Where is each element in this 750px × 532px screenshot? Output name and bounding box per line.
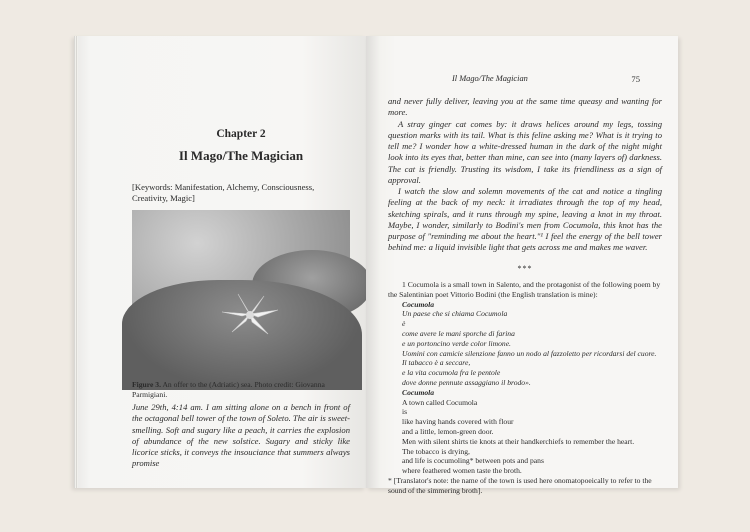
- poem-line: is: [402, 407, 408, 417]
- poem-title-english: Cocumola: [402, 387, 435, 397]
- body-text: [388, 96, 662, 254]
- poem-line: The tobacco is drying,: [402, 446, 470, 456]
- open-book: [74, 36, 678, 495]
- poem-line: è: [402, 319, 406, 329]
- footnote-intro: 1 Cocumola is a small town in Salento, and the protagonist of the following poem by the Salentinian poet Vittorio Bodini (the English translation is mine):: [388, 280, 661, 299]
- paper-flower-image: [220, 292, 280, 338]
- poem-line: e la vita cocumola fra le pentole: [402, 368, 501, 378]
- poem-line: dove donne pennute assaggiano il brodo».: [402, 377, 531, 387]
- section-separator: ***: [517, 264, 533, 273]
- page-edges: [74, 36, 78, 488]
- page-number: 75: [631, 74, 640, 84]
- right-page: [366, 36, 678, 495]
- poem-title-italian: Cocumola: [402, 299, 435, 309]
- poem-line: Il tabacco è a seccare,: [402, 358, 471, 368]
- figure-photo: [132, 210, 350, 376]
- paragraph: and never fully deliver, leaving you at the same time queasy and wanting for more.: [388, 96, 662, 118]
- poem-line: where feathered women taste the broth.: [402, 466, 522, 476]
- caption-label: Figure 3.: [132, 380, 161, 389]
- poem-line: A town called Cocumola: [402, 397, 478, 407]
- caption-text: An offer to the (Adriatic) sea. Photo credit: Giovanna Parmigiani.: [132, 380, 325, 399]
- poem-line: like having hands covered with flour: [402, 417, 514, 427]
- keywords: [Keywords: Manifestation, Alchemy, Consciousness, Creativity, Magic]: [132, 182, 315, 203]
- figure-caption: [132, 380, 350, 400]
- chapter-title: Il Mago/The Magician: [178, 148, 304, 163]
- paragraph: I watch the slow and solemn movements of the cat and notice a tingling feeling at the back of my neck: it irradiates through the top of my head, sketching spirals, and it runs through my spine, leaving a knot in my throat. Maybe, I wonder, similarly to Bodini's men from Cocumola, this knot has the purpose of "reminding me about the heart."¹ I feel the energy of the bell tower behind me: a liquid invisible light that gets across me and makes me waver.: [388, 186, 662, 253]
- poem-line: Un paese che si chiama Cocumola: [402, 309, 508, 319]
- poem-line: Men with silent shirts tie knots at their handkerchiefs to remember the heart.: [402, 436, 635, 446]
- running-head: Il Mago/The Magician: [452, 74, 528, 83]
- poem-line: and a little, lemon-green door.: [402, 426, 494, 436]
- body-text: June 29th, 4:14 am. I am sitting alone on a bench in front of the octagonal bell tower of the town of Soleto. The air is sweet-smelling. Soft and sugary like a peach, it carries the explosion of abundance of the new solstice. Sugary and sticky like licorice sticks, it conveys the insouciance that summers always promise: [132, 402, 350, 469]
- poem-line: e un portoncino verde color limone.: [402, 338, 511, 348]
- left-page: [74, 36, 366, 488]
- poem-line: Uomini con camicie silenzione fanno un nodo al fazzoletto per ricordarsi del cuore.: [402, 348, 657, 358]
- poem-line: and life is cocumoling* between pots and pans: [402, 456, 544, 466]
- chapter-number: Chapter 2: [216, 128, 266, 140]
- paragraph: A stray ginger cat comes by: it draws helices around my legs, tossing question marks with its tail. What is this feline asking me? What is it trying to tell me? I wonder how a white-dressed human in the dark of the night might look into its eyes that, better than mine, can see into (many layers of) darkness. The cat is friendly. Trusting its wisdom, I take its friendliness as a sign of approval.: [388, 118, 662, 185]
- footnote: [388, 280, 662, 496]
- poem-line: come avere le mani sporche di farina: [402, 328, 515, 338]
- translator-note: * [Translator's note: the name of the town is used here onomatopoeically to refer to the sound of the simmering broth].: [388, 475, 652, 495]
